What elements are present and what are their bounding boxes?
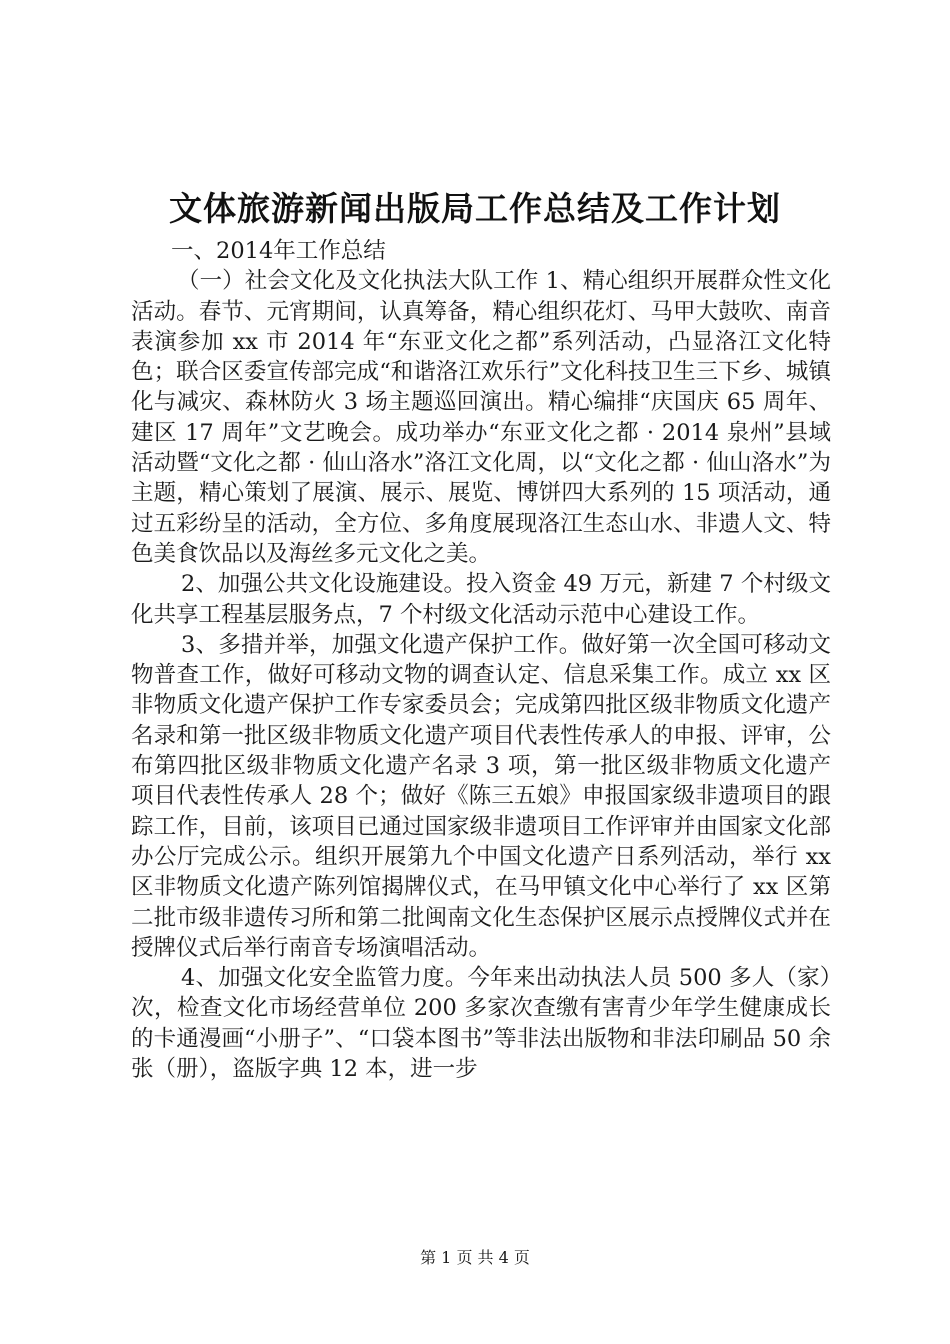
body-paragraph: 3、多措并举，加强文化遗产保护工作。做好第一次全国可移动文物普查工作，做好可移动文物的调查认定、信息采集工作。成立 xx 区非物质文化遗产保护工作专家委员会；完成第四批区级非物质文化遗产名录和第一批区级非物质文化遗产项目代表性传承人的申报、评审，公布第四批区级非物质文化遗产名录 3 项，第一批区级非物质文化遗产项目代表性传承人 28 个；做好《陈三五娘》申报国家级非遗项目的跟踪工作，目前，该项目已通过国家级非遗项目工作评审并由国家文化部办公厅完成公示。组织开展第九个中国文化遗产日系列活动，举行 xx 区非物质文化遗产陈列馆揭牌仪式，在马甲镇文化中心举行了 xx 区第二批市级非遗传习所和第二批闽南文化生态保护区展示点授牌仪式并在授牌仪式后举行南音专场演唱活动。 <box>131 631 831 961</box>
section-heading: 一、2014年工作总结 <box>171 238 386 264</box>
body-paragraph: 4、加强文化安全监管力度。今年来出动执法人员 500 多人（家）次，检查文化市场经营单位 200 多家次查缴有害青少年学生健康成长的卡通漫画“小册子”、“口袋本图书”等非法出版物和非法印刷品 50 余张（册），盗版字典 12 本，进一步 <box>131 965 831 1083</box>
document-title: 文体旅游新闻出版局工作总结及工作计划 <box>169 189 781 228</box>
body-paragraph: （一）社会文化及文化执法大队工作 1、精心组织开展群众性文化活动。春节、元宵期间，认真筹备，精心组织花灯、马甲大鼓吹、南音表演参加 xx 市 2014 年“东亚文化之都”系列活动，凸显洛江文化特色；联合区委宣传部完成“和谐洛江欢乐行”文化科技卫生三下乡、城镇化与减灾、森林防火 3 场主题巡回演出。精心编排“庆国庆 65 周年、建区 17 周年”文艺晚会。成功举办“东亚文化之都 · 2014 泉州”县域活动暨“文化之都 · 仙山洛水”洛江文化周，以“文化之都 · 仙山洛水”为主题，精心策划了展演、展示、展览、博饼四大系列的 15 项活动，通过五彩纷呈的活动，全方位、多角度展现洛江生态山水、非遗人文、特色美食饮品以及海丝多元文化之美。 <box>131 268 831 567</box>
page-footer: 第 1 页 共 4 页 <box>420 1248 530 1267</box>
body-paragraph: 2、加强公共文化设施建设。投入资金 49 万元，新建 7 个村级文化共享工程基层服务点，7 个村级文化活动示范中心建设工作。 <box>131 571 831 628</box>
document-body <box>131 236 831 1084</box>
